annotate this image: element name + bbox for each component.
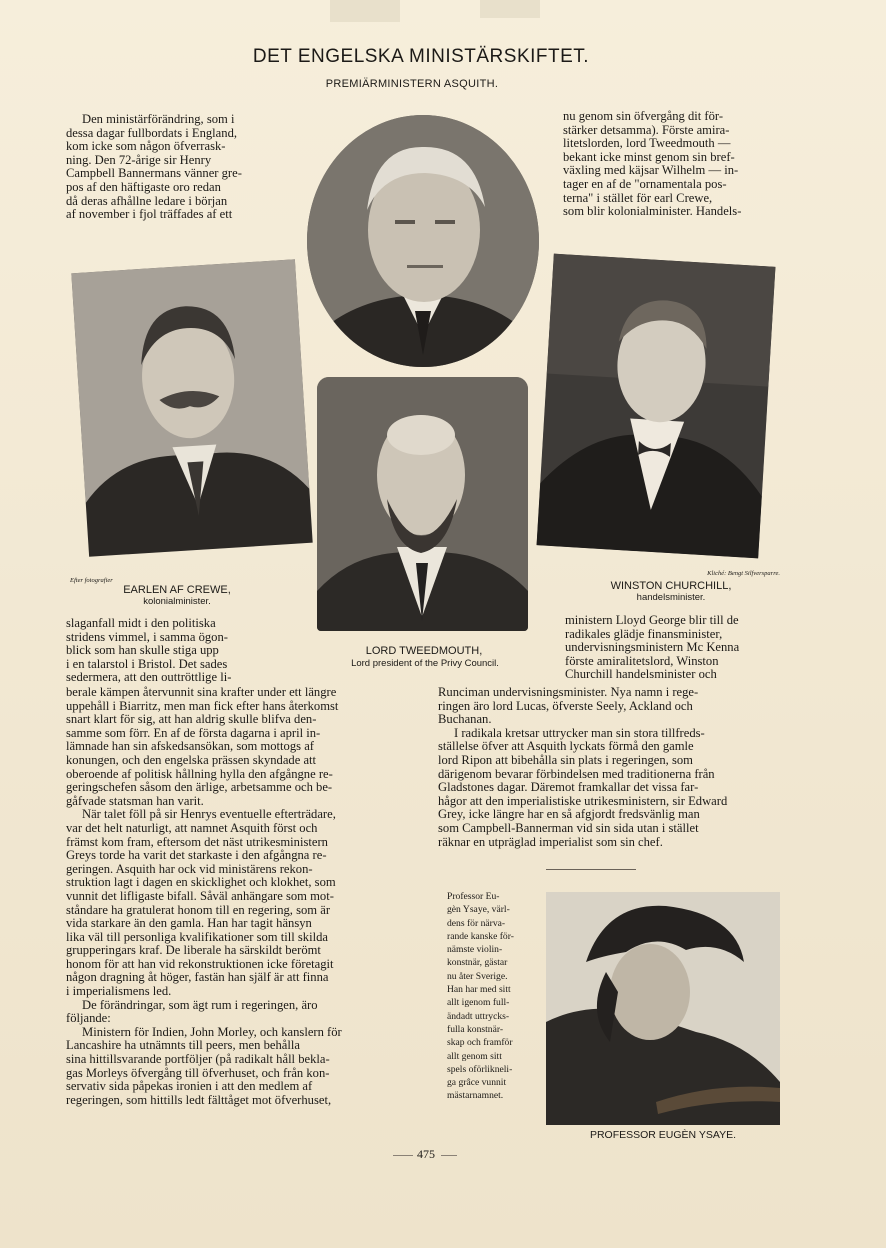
text-line: ministern Lloyd George blir till de xyxy=(565,613,739,627)
tape-mark xyxy=(330,0,400,22)
text-line: konungen, och den engelska prässen skyndade att xyxy=(66,752,317,767)
text-line: terna" i stället för earl Crewe, xyxy=(563,190,713,205)
text-line: sina hittillsvarande portföljer (på radikalt håll bekla- xyxy=(66,1052,330,1067)
caption-tweedmouth-role: Lord president of the Privy Council. xyxy=(351,658,499,669)
pageno-dash-left xyxy=(393,1155,413,1156)
text-line: främst kom fram, eftersom det näst utrikesministern xyxy=(66,834,328,849)
sidebar-line: Professor Eu- xyxy=(447,891,500,902)
portrait-ysaye xyxy=(546,892,780,1125)
caption-crewe-name: EARLEN AF CREWE, xyxy=(123,584,231,596)
text-line: lord Ripon att bibehålla sin plats i regeringen, som xyxy=(438,752,693,767)
photo-credit-crewe: Efter fotografier xyxy=(70,577,113,584)
text-line: geringschefen såsom den ärlige, arbetsamme och be- xyxy=(66,780,333,795)
caption-churchill-role: handelsminister. xyxy=(636,592,706,603)
text-line: geringen. Asquith har ock vid ministärens rekon- xyxy=(66,861,313,876)
portrait-tweedmouth xyxy=(317,377,528,631)
text-line: hågor att den imperialistiske utrikesministern, sir Edward xyxy=(438,793,728,808)
sidebar-line: ändadt uttrycks- xyxy=(447,1010,510,1022)
portrait-churchill xyxy=(537,254,776,559)
text-line: regeringen, som hittills ledt fälttåget mot öfverhuset, xyxy=(66,1092,332,1107)
text-line: i imperialismens led. xyxy=(66,984,172,999)
text-line: följande: xyxy=(66,1011,111,1026)
page-number: 475 xyxy=(417,1147,435,1161)
text-line: berale kämpen återvunnit sina krafter under ett längre xyxy=(66,685,337,699)
text-line: kom icke som någon öfverrask- xyxy=(66,139,226,154)
text-line: slaganfall midt i den politiska xyxy=(66,616,216,630)
text-line: pos af den häftigaste oro redan xyxy=(66,179,221,194)
text-line: grupperingars kraf. De liberale ha särskildt berömt xyxy=(66,943,321,958)
text-line: Runciman undervisningsminister. Nya namn i rege- xyxy=(438,685,699,699)
text-line: ståndare ha gratulerat honom till en regering, som är xyxy=(66,902,331,917)
text-line: Campbell Bannermans vänner gre- xyxy=(66,166,242,181)
text-line: I radikala kretsar uttrycker man sin stora tillfreds- xyxy=(454,725,705,740)
text-line: då deras afhållne ledare i början xyxy=(66,193,228,208)
sidebar-line: skap och framför xyxy=(447,1037,513,1049)
text-line: snart klart för sig, att han aldrig skulle blifva den- xyxy=(66,712,317,727)
text-line: sedermera, att den outtröttlige li- xyxy=(66,670,232,685)
text-line: Greys torde ha varit det starkaste i den afgångna re- xyxy=(66,848,327,863)
text-line: samme som förr. En af de första dagarna i april in- xyxy=(66,725,321,740)
text-line: växling med käjsar Wilhelm — in- xyxy=(563,163,739,178)
sidebar-line: allt igenom full- xyxy=(447,997,510,1009)
caption-churchill-name: WINSTON CHURCHILL, xyxy=(610,580,732,592)
sidebar-line: rande kanske för- xyxy=(447,930,514,942)
col2-top-text xyxy=(563,110,777,219)
text-line: lämnade han sin afskedsansökan, som mottogs af xyxy=(66,739,314,754)
col2-main-text xyxy=(438,686,778,849)
text-line: honom för att han vid rekonstruktionen icke företagit xyxy=(66,956,334,971)
text-line: af november i fjol träffades af ett xyxy=(66,207,233,222)
article-subtitle: PREMIÄRMINISTERN ASQUITH. xyxy=(325,78,499,90)
text-line: Gladstones dagar. Däremot framkallar det vissa far- xyxy=(438,780,699,795)
text-line: var det helt naturligt, att namnet Asquith först och xyxy=(66,820,318,835)
text-line: ställelse öfver att Asquith lyckats förmå den gamle xyxy=(438,739,694,754)
text-line: oberoende af politisk hållning hylla den afgångne re- xyxy=(66,766,333,781)
text-line: nu genom sin öfvergång dit för- xyxy=(563,109,724,123)
sidebar-line: ga grâce vunnit xyxy=(447,1077,507,1089)
text-line: servativ sida påpekas ironien i att den medlem af xyxy=(66,1079,313,1094)
text-line: Grey, icke längre har en så afgjordt fredsvänlig man xyxy=(438,807,700,822)
text-line: stärker detsamma). Förste amira- xyxy=(563,122,730,137)
sidebar-line: spels oförlikneli- xyxy=(447,1063,513,1075)
sidebar-line: mästarnamnet. xyxy=(447,1090,504,1102)
portrait-asquith xyxy=(307,115,539,367)
text-line: litetslorden, lord Tweedmouth — xyxy=(563,136,731,151)
text-line: bekant icke minst genom sin bref- xyxy=(563,149,735,164)
sidebar-line: konstnär, gästar xyxy=(447,957,508,969)
text-line: därigenom bevarar förbindelsen med traditionerna från xyxy=(438,766,715,781)
sidebar-line: nu åter Sverige. xyxy=(447,970,508,982)
pageno-dash-right xyxy=(441,1155,457,1156)
text-line: förste amiralitetslord, Winston xyxy=(565,653,719,668)
col1-mid-text xyxy=(66,617,294,685)
text-line: Buchanan. xyxy=(438,712,492,727)
sidebar-line: allt genom sitt xyxy=(447,1050,502,1062)
text-line: gas Morleys öfvergång till öfverhuset, och från kon- xyxy=(66,1065,330,1080)
section-divider xyxy=(546,869,636,870)
text-line: När talet föll på sir Henrys eventuelle efterträdare, xyxy=(82,807,336,822)
text-line: gåfvade statsman han varit. xyxy=(66,793,204,808)
text-line: stridens vimmel, i samma ögon- xyxy=(66,629,228,644)
text-line: De förändringar, som ägt rum i regeringen, äro xyxy=(82,997,318,1012)
text-line: vunnit det lifligaste bifall. Såväl anhängare som mot- xyxy=(66,888,334,903)
text-line: radikales glädje finansminister, xyxy=(565,626,723,641)
sidebar-line: nämste violin- xyxy=(447,944,503,956)
text-line: som blir kolonialminister. Handels- xyxy=(563,204,742,219)
text-line: tager en af de "ornamentala pos- xyxy=(563,176,727,191)
col1-main-text xyxy=(66,686,409,1107)
text-line: undervisningsministern Mc Kenna xyxy=(565,640,740,655)
text-line: lika väl till personliga kvalifikationer som till skilda xyxy=(66,929,328,944)
caption-ysaye: PROFESSOR EUGÈN YSAYE. xyxy=(589,1129,737,1141)
caption-tweedmouth-name: LORD TWEEDMOUTH, xyxy=(365,645,483,657)
sidebar-line: gèn Ysaye, värl- xyxy=(447,904,510,916)
text-line: ning. Den 72-årige sir Henry xyxy=(66,152,212,167)
text-line: blick som han skulle stiga upp xyxy=(66,643,219,658)
text-line: dessa dagar fullbordats i England, xyxy=(66,125,238,140)
sidebar-line: dens för närva- xyxy=(447,917,506,929)
text-line: någon dragning åt höger, fastän han själf är att finna xyxy=(66,970,329,985)
text-line: struktion lagt i dagen en skicklighet och klokhet, som xyxy=(66,875,336,890)
col1-top-text xyxy=(66,113,278,222)
text-line: Lancashire ha utnämnts till peers, men behålla xyxy=(66,1038,300,1053)
sidebar-line: Han har med sitt xyxy=(447,984,511,996)
article-title: DET ENGELSKA MINISTÄRSKIFTET. xyxy=(252,46,590,67)
text-line: vida starkare än den gamla. Han har tagit hänsyn xyxy=(66,916,312,931)
photo-credit-churchill: Kliché: Bengt Silfversparre. xyxy=(707,570,780,577)
text-line: uppehåll i Biarritz, men man fick efter hans återkomst xyxy=(66,698,339,713)
text-line: i en talarstol i Bristol. Det sades xyxy=(66,656,228,671)
portrait-crewe xyxy=(71,259,312,557)
tape-mark xyxy=(480,0,540,18)
text-line: Den ministärförändring, som i xyxy=(82,112,235,126)
text-line: Churchill handelsminister och xyxy=(565,667,717,682)
text-line: ringen äro lord Lucas, öfverste Seely, Ackland och xyxy=(438,698,693,713)
text-line: som Campbell-Bannerman vid sin sida utan i stället xyxy=(438,820,699,835)
caption-crewe-role: kolonialminister. xyxy=(143,596,211,607)
ysaye-sidebar-text xyxy=(447,890,535,1103)
col2-mid-text xyxy=(565,614,778,682)
sidebar-line: fulla konstnär- xyxy=(447,1023,504,1035)
text-line: räknar en utpräglad imperialist som sin chef. xyxy=(438,834,663,849)
text-line: Ministern för Indien, John Morley, och kanslern för xyxy=(82,1024,342,1039)
